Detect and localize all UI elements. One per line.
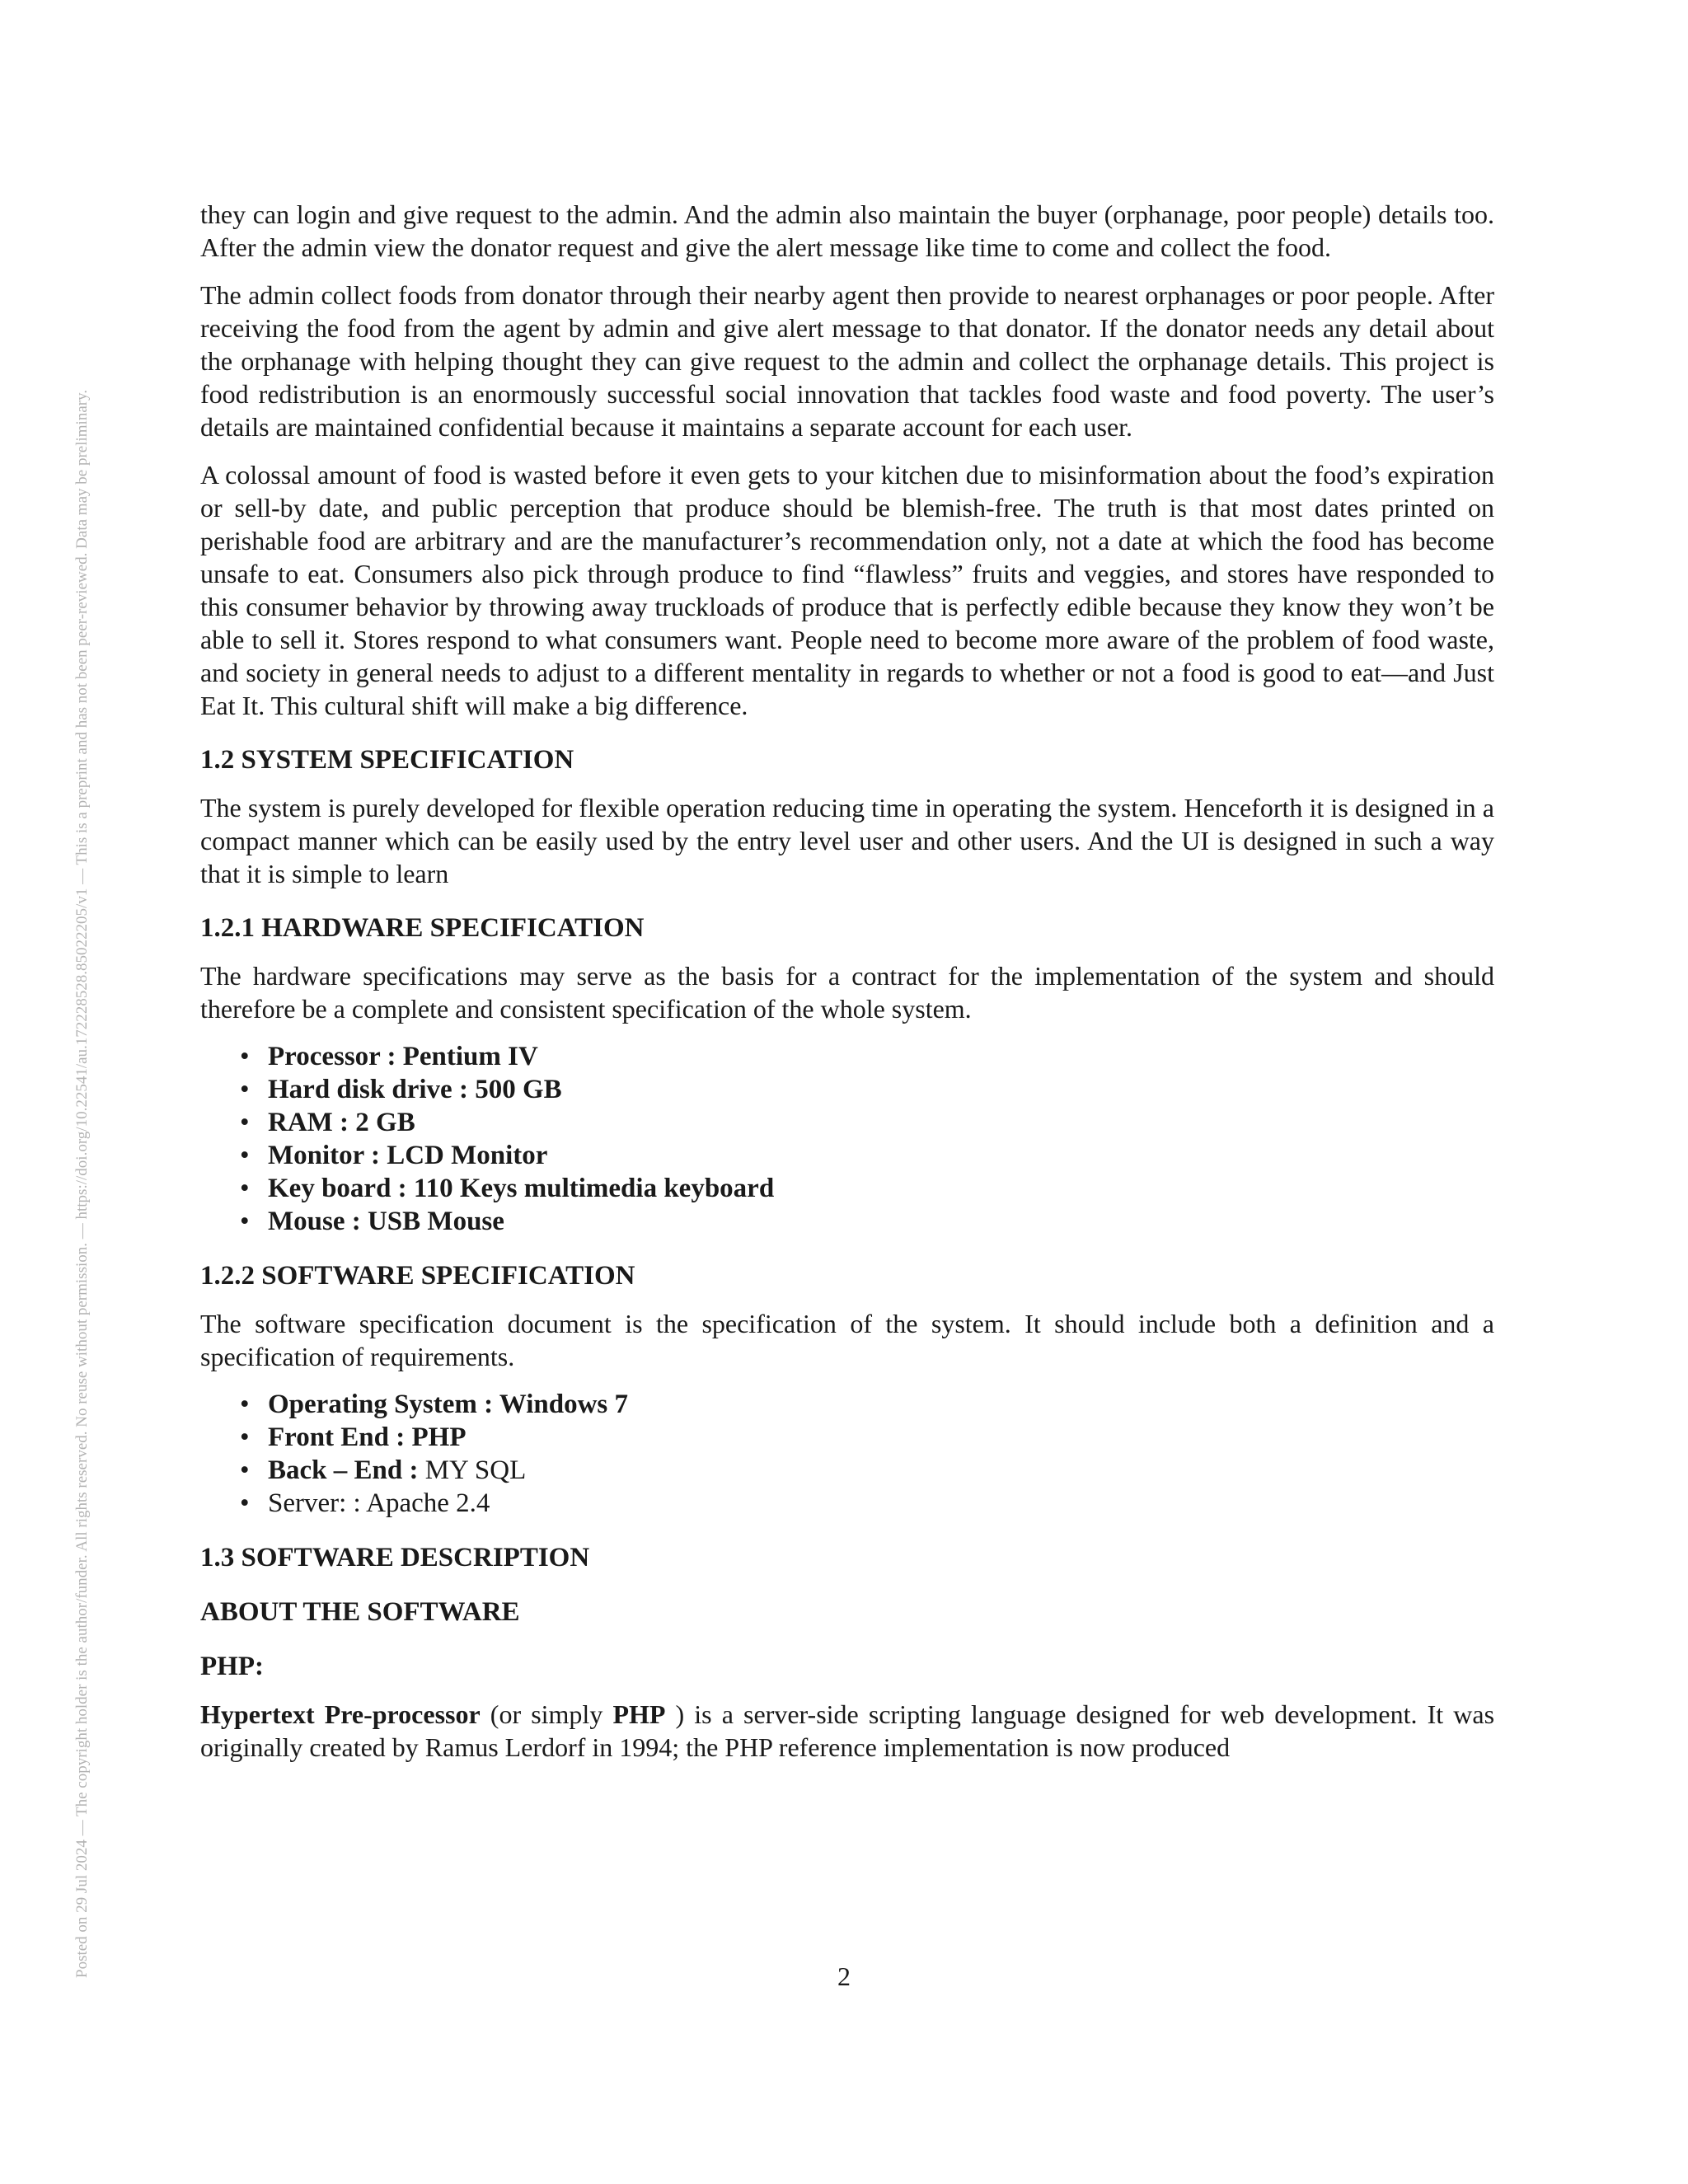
bullet-icon: • <box>240 1108 250 1137</box>
software-item-front-end: • Front End : PHP <box>240 1422 467 1452</box>
hardware-spec-heading: 1.2.1 HARDWARE SPECIFICATION <box>200 913 645 943</box>
software-item-os: • Operating System : Windows 7 <box>240 1390 628 1419</box>
software-description-heading: 1.3 SOFTWARE DESCRIPTION <box>200 1543 590 1572</box>
hardware-spec-list <box>200 1040 1494 1238</box>
preprint-sidebar-note: Posted on 29 Jul 2024 — The copyright holder is the author/funder. All rights reserved. No reuse without permission. — https://doi.org/10.22541/au.172228528.85022205/v1 — This is a preprint and has not been peer-reviewed. Data may be preliminary. <box>73 389 91 1978</box>
software-spec-heading: 1.2.2 SOFTWARE SPECIFICATION <box>200 1261 635 1291</box>
bullet-icon: • <box>240 1141 250 1170</box>
hardware-spec-text: The hardware specifications may serve as the basis for a contract for the implementation of the system and should therefore be a complete and consistent specification of the whole system. <box>200 961 1494 1024</box>
page-body <box>200 198 1494 1779</box>
software-spec-text: The software specification document is the specification of the system. It should include both a definition and a specification of requirements. <box>200 1309 1494 1371</box>
paragraph-admin-request: they can login and give request to the admin. And the admin also maintain the buyer (orphanage, poor people) details too. After the admin view the donator request and give the alert message like time to come and collect the food. <box>200 199 1494 262</box>
about-software-heading: ABOUT THE SOFTWARE <box>200 1597 520 1627</box>
hardware-item-processor: • Processor : Pentium IV <box>240 1042 538 1071</box>
hardware-item-ram: • RAM : 2 GB <box>240 1108 415 1137</box>
bullet-icon: • <box>240 1207 250 1236</box>
paragraph-admin-collect: The admin collect foods from donator through their nearby agent then provide to nearest orphanages or poor people. After receiving the food from the agent by admin and give alert message to that donator. If the donator needs any detail about the orphanage with helping thought they can give request to the admin and collect the orphanage details. This project is food redistribution is an enormously successful social innovation that tackles food waste and food poverty. The user’s details are maintained confidential because it maintains a separate account for each user. <box>200 280 1494 442</box>
page-number: 2 <box>837 1961 851 1991</box>
php-term: Hypertext Pre-processor <box>200 1699 481 1729</box>
system-spec-heading: 1.2 SYSTEM SPECIFICATION <box>200 745 574 775</box>
bullet-icon: • <box>240 1488 250 1518</box>
php-paragraph <box>200 1698 1494 1764</box>
bullet-icon: • <box>240 1422 250 1452</box>
bullet-icon: • <box>240 1075 250 1104</box>
php-text-1: (or simply <box>480 1699 613 1729</box>
bullet-icon: • <box>240 1042 250 1071</box>
hardware-item-hard-disk: • Hard disk drive : 500 GB <box>240 1075 562 1104</box>
system-spec-text: The system is purely developed for flexible operation reducing time in operating the system. Henceforth it is designed in a compact manner which can be easily used by the entry level user and other users. And the UI is designed in such a way that it is simple to learn <box>200 793 1494 888</box>
software-spec-list <box>200 1388 1494 1520</box>
php-heading: PHP: <box>200 1652 264 1681</box>
bullet-icon: • <box>240 1455 250 1485</box>
hardware-item-monitor: • Monitor : LCD Monitor <box>240 1141 548 1170</box>
bullet-icon: • <box>240 1174 250 1203</box>
hardware-item-keyboard: • Key board : 110 Keys multimedia keyboard <box>240 1174 775 1203</box>
php-text-2: ) is a server-side scripting language designed for web development. It was originally created by Ramus Lerdorf in 1994; the PHP reference implementation is now produced <box>200 1699 1495 1762</box>
bullet-icon: • <box>240 1390 250 1419</box>
hardware-item-mouse: • Mouse : USB Mouse <box>240 1207 504 1236</box>
software-item-back-end: • Back – End : MY SQL <box>240 1455 527 1485</box>
paragraph-food-waste: A colossal amount of food is wasted before it even gets to your kitchen due to misinformation about the food’s expiration or sell-by date, and public perception that produce should be blemish-free. The truth is that most dates printed on perishable food are arbitrary and are the manufacturer’s recommendation only, not a date at which the food has become unsafe to eat. Consumers also pick through produce to find “flawless” fruits and veggies, and stores have responded to this consumer behavior by throwing away truckloads of produce that is perfectly edible because they know they won’t be able to sell it. Stores respond to what consumers want. People need to become more aware of the problem of food waste, and society in general needs to adjust to a different mentality in regards to whether or not a food is good to eat—and Just Eat It. This cultural shift will make a big difference. <box>200 460 1494 720</box>
software-item-server: • Server: : Apache 2.4 <box>240 1488 490 1518</box>
php-term-2: PHP <box>612 1699 666 1729</box>
